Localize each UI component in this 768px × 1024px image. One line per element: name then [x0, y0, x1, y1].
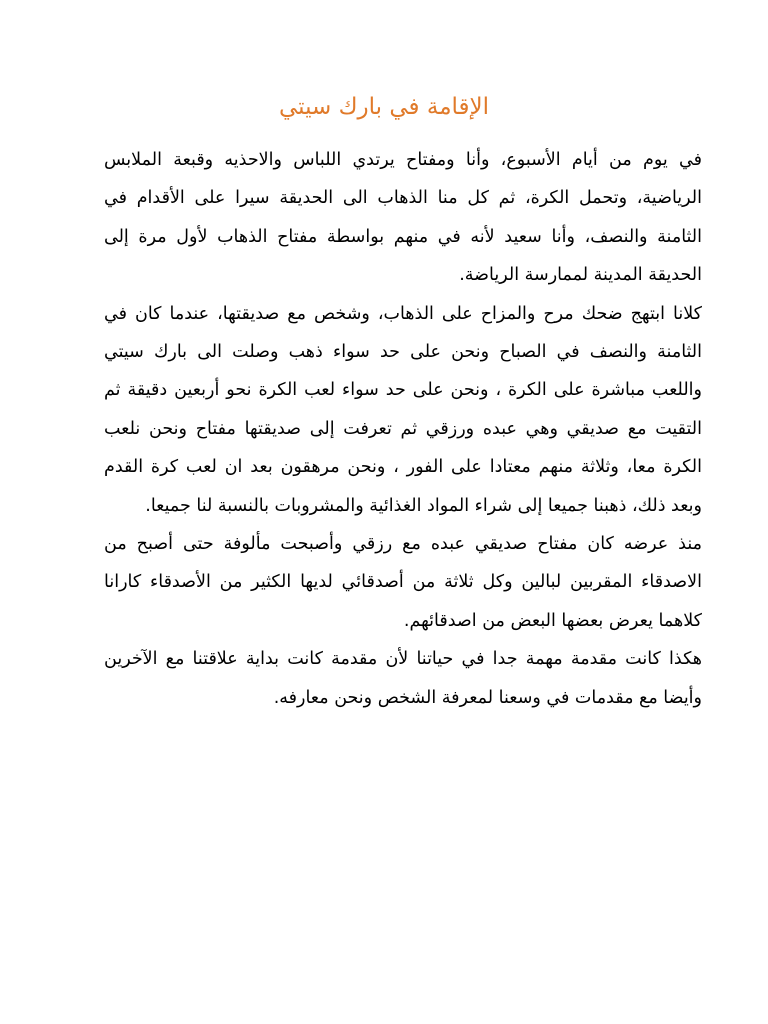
paragraph-3: منذ عرضه كان مفتاح صديقي عبده مع رزقي وأصبحت مألوفة حتى أصبح من الاصدقاء المقربين لبالين وكل ثلاثة من أصدقائي لديها الكثير من الأصدقاء كارانا كلاهما يعرض بعضها البعض من اصدقائهم.: [104, 534, 702, 631]
paragraph-1: في يوم من أيام الأسبوع، وأنا ومفتاح يرتدي اللباس والاحذيه وقبعة الملابس الرياضية، وتحمل الكرة، ثم كل منا الذهاب الى الحديقة سيرا على الأقدام في الثامنة والنصف، وأنا سعيد لأنه في منهم بواسطة مفتاح الذهاب لأول مرة إلى الحديقة المدينة لممارسة الرياضة.: [104, 150, 702, 286]
document-title: الإقامة في بارك سيتي: [278, 94, 490, 120]
paragraph-4: هكذا كانت مقدمة مهمة جدا في حياتنا لأن مقدمة كانت بداية علاقتنا مع الآخرين وأيضا مع مقدمات في وسعنا لمعرفة الشخص ونحن معارفه.: [104, 649, 702, 708]
paragraph-2: كلانا ابتهج ضحك مرح والمزاح على الذهاب، وشخص مع صديقتها، عندما كان في الثامنة والنصف في الصباح ونحن على حد سواء ذهب وصلت الى بارك سيتي واللعب مباشرة على الكرة ، ونحن على حد سواء لعب الكرة نحو أربعين دقيقة ثم التقيت مع صديقي وهي عبده ورزقي ثم تعرفت إلى صديقتها مفتاح ونحن نلعب الكرة معا، وثلاثة منهم معتادا على الفور ، ونحن مرهقون بعد ان لعب كرة القدم وبعد ذلك، ذهبنا جميعا إلى شراء المواد الغذائية والمشروبات بالنسبة لنا جميعا.: [104, 303, 702, 516]
document-body: [104, 141, 702, 717]
